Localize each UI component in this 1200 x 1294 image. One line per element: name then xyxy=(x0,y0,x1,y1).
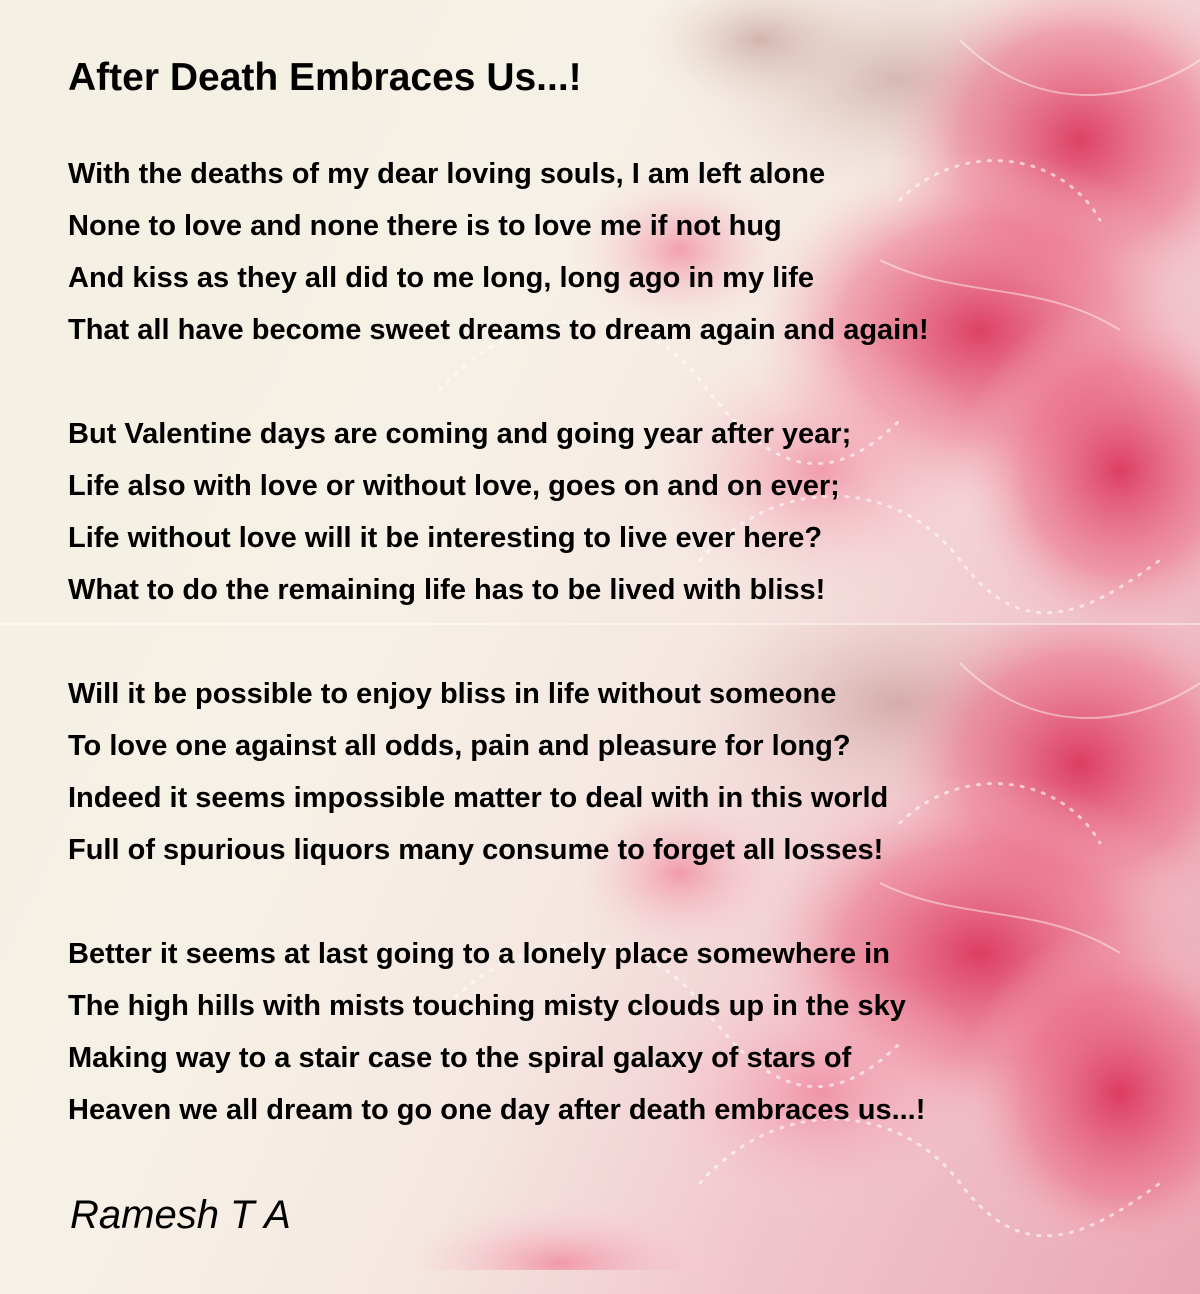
poem-line: With the deaths of my dear loving souls, I am left alone xyxy=(68,158,826,190)
poem-line: To love one against all odds, pain and pleasure for long? xyxy=(68,730,851,762)
poem-line: Will it be possible to enjoy bliss in life without someone xyxy=(68,678,837,710)
poem-line: Making way to a stair case to the spiral galaxy of stars of xyxy=(68,1042,852,1074)
poem-line: Better it seems at last going to a lonely place somewhere in xyxy=(68,938,890,970)
poem-line: None to love and none there is to love me if not hug xyxy=(68,210,782,242)
poem-line: That all have become sweet dreams to dream again and again! xyxy=(68,314,929,346)
stanza-3 xyxy=(68,668,888,876)
poem-line: Indeed it seems impossible matter to deal with in this world xyxy=(68,782,889,814)
stanza-4 xyxy=(68,928,925,1136)
poem-title: After Death Embraces Us...! xyxy=(68,56,582,99)
stanza-1 xyxy=(68,148,929,356)
poem-line: What to do the remaining life has to be lived with bliss! xyxy=(68,574,826,606)
poem-line: Life without love will it be interesting to live ever here? xyxy=(68,522,823,554)
poem-line: Heaven we all dream to go one day after death embraces us...! xyxy=(68,1094,926,1126)
poem-line: But Valentine days are coming and going year after year; xyxy=(68,418,852,450)
poem-line: Full of spurious liquors many consume to forget all losses! xyxy=(68,834,884,866)
background-seam xyxy=(0,623,1200,625)
poem-author: Ramesh T A xyxy=(70,1193,291,1237)
poem-line: And kiss as they all did to me long, long ago in my life xyxy=(68,262,815,294)
poem-line: The high hills with mists touching misty clouds up in the sky xyxy=(68,990,906,1022)
poem-line: Life also with love or without love, goes on and on ever; xyxy=(68,470,840,502)
stanza-2 xyxy=(68,408,851,616)
